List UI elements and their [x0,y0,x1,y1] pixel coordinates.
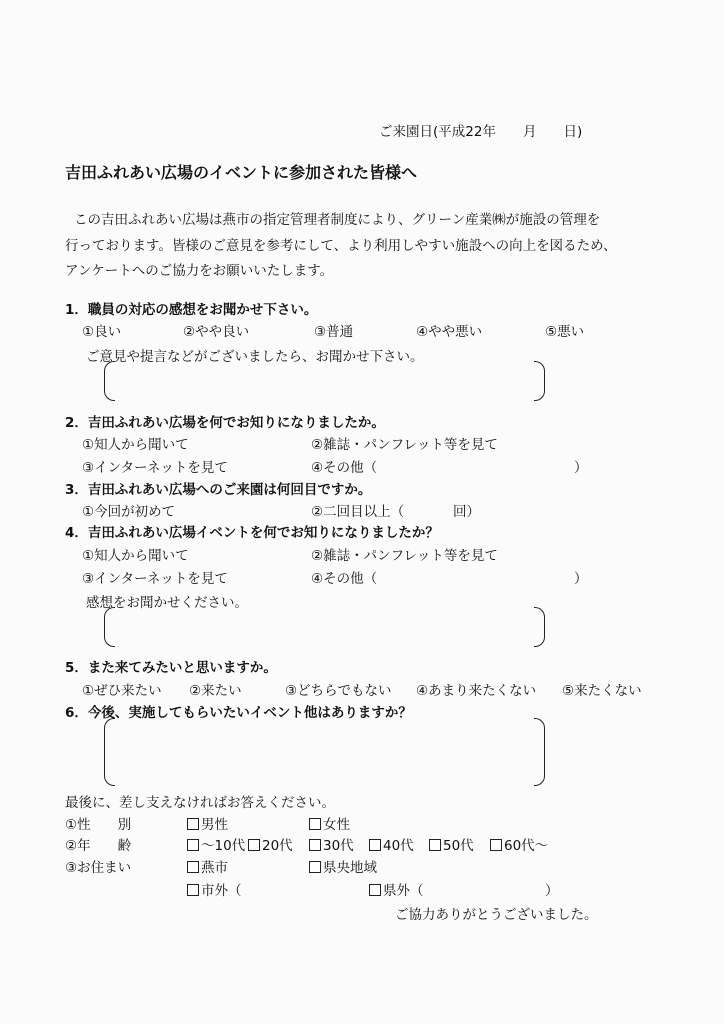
residence-label: ③お住まい [65,860,132,876]
age-60s-text: 60代～ [504,838,549,854]
q4-label: 4．吉田ふれあい広場イベントを何でお知りになりましたか？ [65,525,439,541]
q5-option-3[interactable]: ③どちらでもない [285,683,392,699]
checkbox-icon[interactable] [187,818,199,830]
checkbox-icon[interactable] [369,884,381,896]
q5-label: 5．また来てみたいと思いますか。 [65,660,277,676]
age-40s-text: 40代 [383,838,414,854]
residence-tsubame-text: 燕市 [201,860,228,876]
q6-comment-bracket-left [104,718,115,786]
residence-option-outside-city[interactable] [187,879,242,899]
checkbox-icon[interactable] [187,839,199,851]
age-option-60s-plus[interactable] [490,834,548,854]
intro-line-2: 行っております。皆様のご意見を参考にして、より利用しやすい施設への向上を図るため、 [65,238,617,254]
q4-option-2[interactable]: ②雑誌・パンフレット等を見て [311,548,498,564]
intro-line-3: アンケートへのご協力をお願いいたします。 [65,263,334,279]
checkbox-icon[interactable] [490,839,502,851]
checkbox-icon[interactable] [248,839,260,851]
checkbox-icon[interactable] [429,839,441,851]
checkbox-icon[interactable] [309,839,321,851]
age-50s-text: 50代 [443,838,474,854]
gender-label: ①性 別 [65,817,132,833]
q1-label: 1．職員の対応の感想をお聞かせ下さい。 [65,302,318,318]
age-option-40s[interactable] [369,834,414,854]
q3-option-2-close: 回） [453,504,480,520]
q6-label: 6．今後、実施してもらいたいイベント他はありますか？ [65,705,412,721]
q2-option-4[interactable]: ④その他（ [311,460,378,476]
gender-male-text: 男性 [201,817,228,833]
q2-option-3[interactable]: ③インターネットを見て [82,460,228,476]
age-teens-text: ～10代 [201,838,246,854]
checkbox-icon[interactable] [369,839,381,851]
q2-option-1[interactable]: ①知人から聞いて [82,437,189,453]
q5-option-2[interactable]: ②来たい [189,683,242,699]
q3-option-1[interactable]: ①今回が初めて [82,504,176,520]
age-option-30s[interactable] [309,834,354,854]
q2-option-4-close: ） [574,460,588,476]
q3-label: 3．吉田ふれあい広場へのご来園は何回目ですか。 [65,482,372,498]
checkbox-icon[interactable] [309,861,321,873]
gender-option-female[interactable] [309,813,350,833]
q1-option-3[interactable]: ③普通 [314,324,354,340]
q3-option-2[interactable]: ②二回目以上（ [311,504,405,520]
age-20s-text: 20代 [262,838,293,854]
checkbox-icon[interactable] [187,884,199,896]
q4-option-3[interactable]: ③インターネットを見て [82,571,228,587]
closing-thanks: ご協力ありがとうございました。 [395,907,598,923]
age-label: ②年 齢 [65,838,132,854]
q5-option-4[interactable]: ④あまり来たくない [416,683,537,699]
residence-close-paren: ） [545,883,559,899]
residence-outside-prefecture-text: 県外（ [383,883,424,899]
residence-kenou-text: 県央地域 [323,860,377,876]
q1-comment-bracket-right [534,361,545,401]
residence-option-tsubame[interactable] [187,856,228,876]
age-30s-text: 30代 [323,838,354,854]
q6-comment-bracket-right [534,718,545,786]
residence-option-kenou[interactable] [309,856,377,876]
q5-option-5[interactable]: ⑤来たくない [562,683,642,699]
age-option-20s[interactable] [248,834,293,854]
q5-option-1[interactable]: ①ぜひ来たい [82,683,162,699]
q4-option-1[interactable]: ①知人から聞いて [82,548,189,564]
q1-comment-field[interactable] [116,362,532,400]
visit-date-line: ご来園日(平成22年 月 日) [379,124,583,140]
page-title: 吉田ふれあい広場のイベントに参加された皆様へ [65,163,418,182]
residence-outside-city-text: 市外（ [201,883,242,899]
gender-option-male[interactable] [187,813,228,833]
q1-option-1[interactable]: ①良い [82,324,122,340]
age-option-50s[interactable] [429,834,474,854]
q4-comment-bracket-left [104,607,115,647]
q4-option-4[interactable]: ④その他（ [311,571,378,587]
q1-option-4[interactable]: ④やや悪い [416,324,483,340]
checkbox-icon[interactable] [187,861,199,873]
q2-option-2[interactable]: ②雑誌・パンフレット等を見て [311,437,498,453]
demographics-intro: 最後に、差し支えなければお答えください。 [65,795,335,811]
q4-followup: 感想をお聞かせください。 [86,595,248,611]
intro-line-1: この吉田ふれあい広場は燕市の指定管理者制度により、グリーン産業㈱が施設の管理を [74,212,601,228]
q4-comment-field[interactable] [116,608,532,646]
q4-option-4-close: ） [574,571,588,587]
checkbox-icon[interactable] [309,818,321,830]
age-option-teens[interactable] [187,834,245,854]
q1-comment-bracket-left [104,361,115,401]
q6-comment-field[interactable] [116,719,532,785]
residence-option-outside-prefecture[interactable] [369,879,424,899]
gender-female-text: 女性 [323,817,350,833]
q2-label: 2．吉田ふれあい広場を何でお知りになりましたか。 [65,415,385,431]
q1-option-5[interactable]: ⑤悪い [545,324,585,340]
q4-comment-bracket-right [534,607,545,647]
q1-followup: ご意見や提言などがございましたら、お聞かせ下さい。 [86,349,424,365]
q1-option-2[interactable]: ②やや良い [183,324,250,340]
